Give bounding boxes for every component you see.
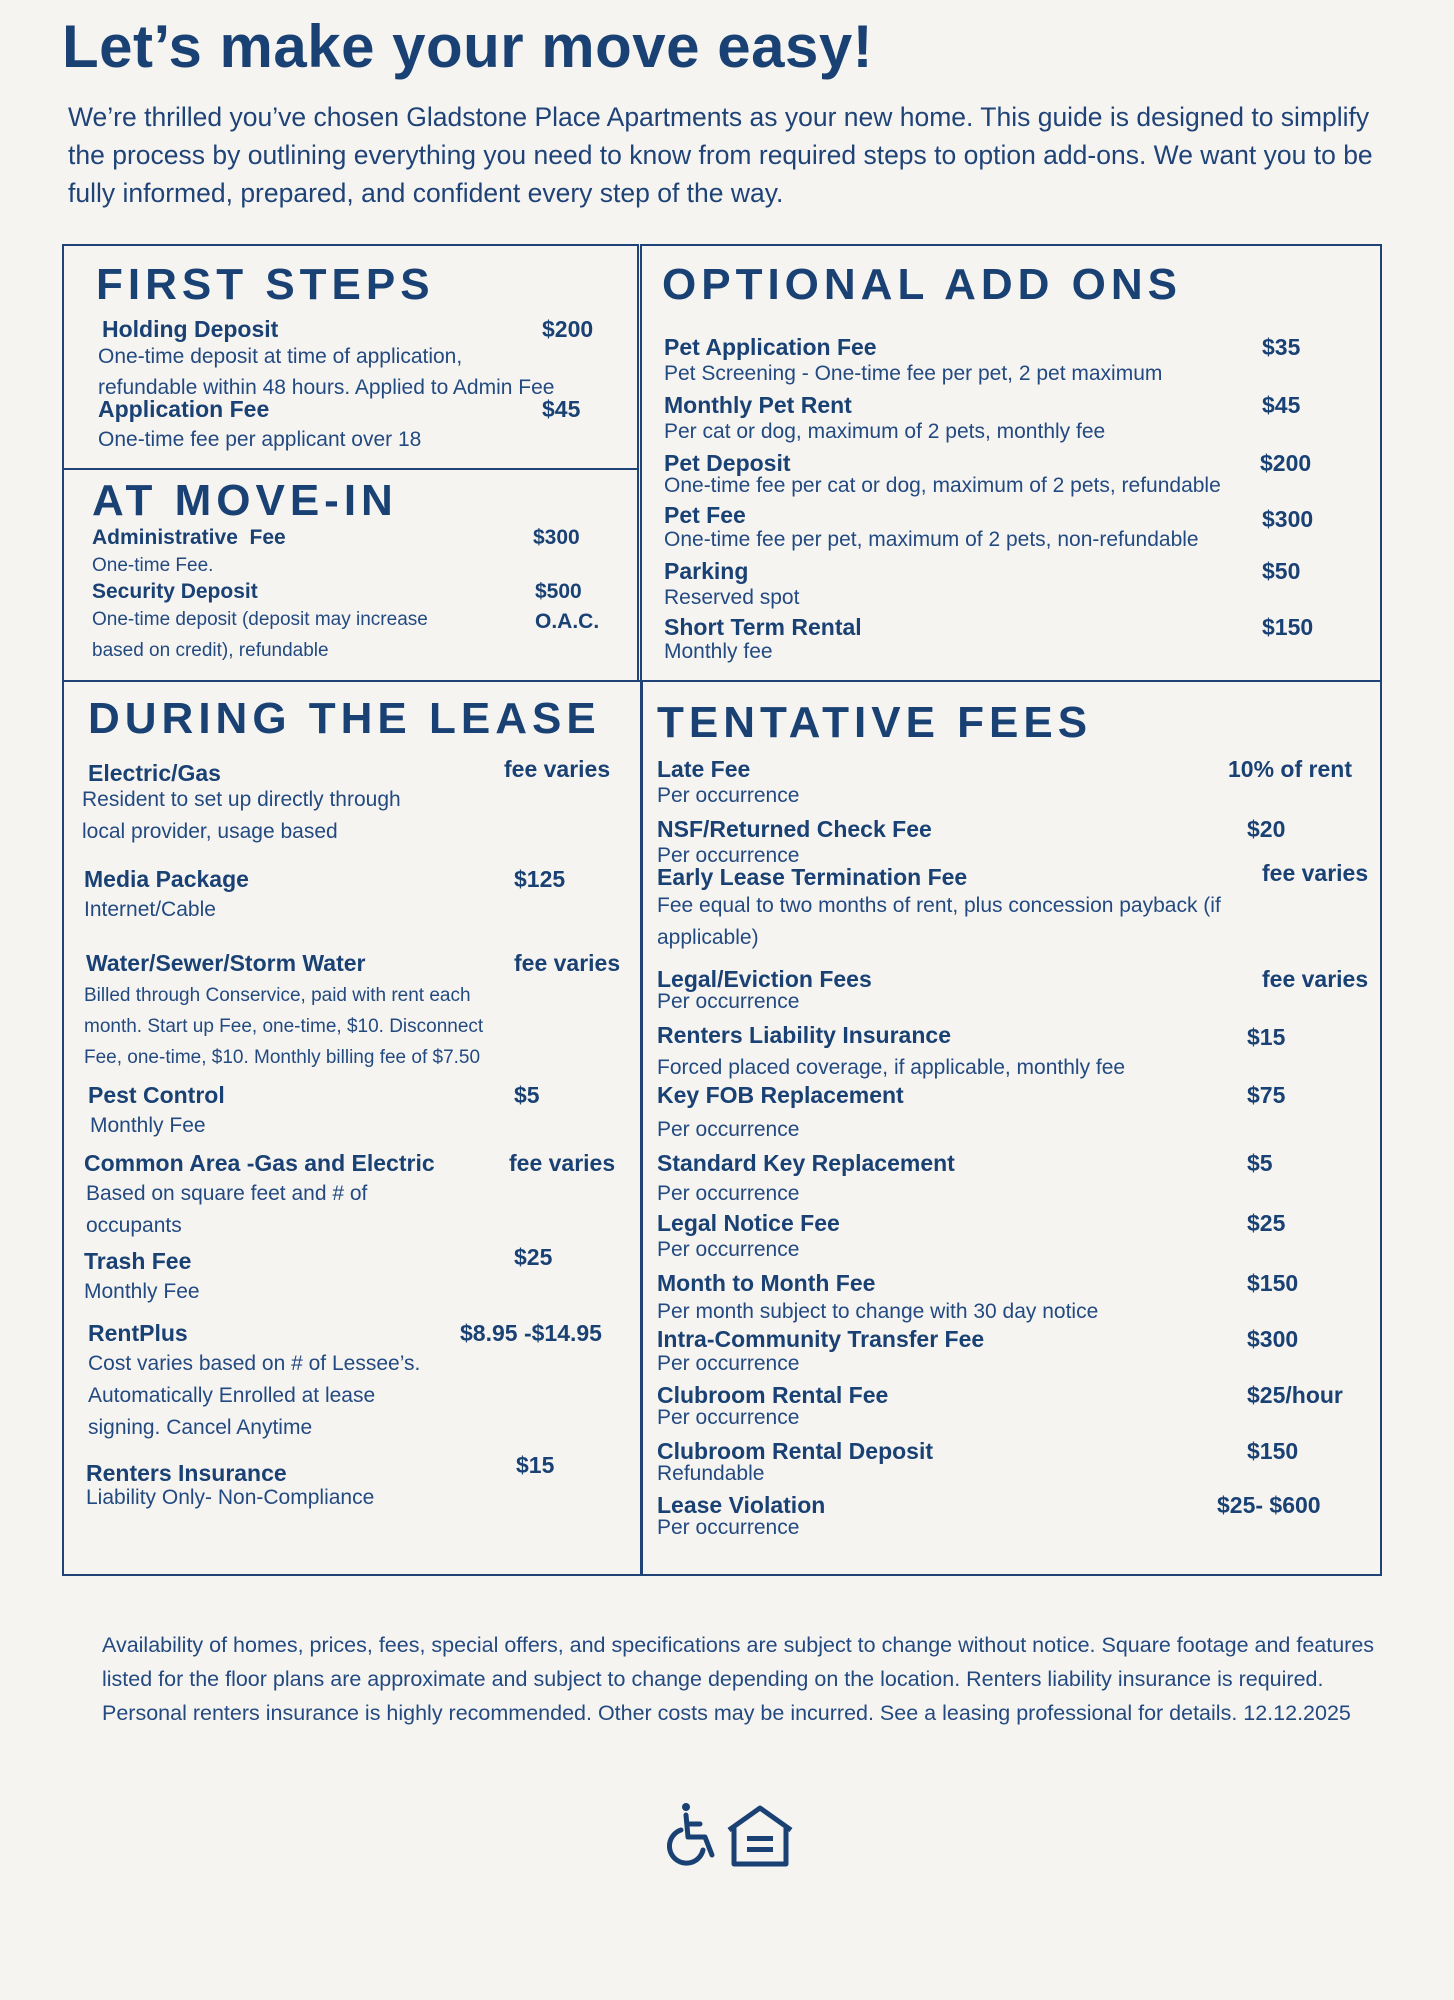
- fee-desc: Cost varies based on # of Lessee’s.: [88, 1352, 421, 1375]
- fee-price: $150: [1247, 1438, 1299, 1464]
- fee-price: $15: [1247, 1024, 1286, 1050]
- fee-name: Early Lease Termination Fee: [657, 864, 968, 890]
- during-lease-panel: [62, 680, 642, 1576]
- fee-price-qualifier: O.A.C.: [535, 610, 600, 633]
- fee-price: fee varies: [1262, 966, 1369, 992]
- fee-price: fee varies: [514, 950, 621, 976]
- disclaimer: Availability of homes, prices, fees, special offers, and specifications are subject to change without notice. Square footage and features listed for the floor plans are approximate and subject to change depending on the location. Renters liability insurance is required. Personal renters insurance is highly recommended. Other costs may be incurred. See a leasing professional for details. 12.12.2025: [102, 1633, 1375, 1725]
- fee-name: Pet Fee: [664, 502, 746, 528]
- fee-desc: Pet Screening - One-time fee per pet, 2 pet maximum: [664, 362, 1163, 385]
- fee-desc: Monthly Fee: [90, 1114, 206, 1137]
- fee-desc: local provider, usage based: [82, 820, 338, 843]
- fee-price: $5: [514, 1082, 540, 1108]
- fee-price: fee varies: [509, 1150, 616, 1176]
- fee-desc: signing. Cancel Anytime: [88, 1416, 313, 1439]
- fee-price: $300: [1262, 506, 1314, 532]
- fee-desc: Fee, one-time, $10. Monthly billing fee of $7.50: [84, 1047, 481, 1068]
- fee-name: Pet Application Fee: [664, 334, 877, 360]
- fee-price: $25: [514, 1244, 553, 1270]
- fee-price: $50: [1262, 558, 1301, 584]
- equal-housing-icon: [729, 1808, 791, 1864]
- fee-desc: Automatically Enrolled at lease: [88, 1384, 376, 1407]
- fee-price: $8.95 -$14.95: [460, 1320, 602, 1346]
- fee-name: Key FOB Replacement: [657, 1082, 904, 1108]
- during-lease-title: DURING THE LEASE: [88, 694, 601, 743]
- fee-desc: Internet/Cable: [84, 898, 216, 921]
- fee-desc: Liability Only- Non-Compliance: [86, 1486, 375, 1509]
- fee-name: Renters Liability Insurance: [657, 1022, 951, 1048]
- fee-name: Holding Deposit: [102, 316, 279, 342]
- fee-name: Parking: [664, 558, 749, 584]
- fee-desc: One-time deposit (deposit may increase: [92, 609, 428, 630]
- fee-price: $125: [514, 866, 566, 892]
- fee-desc: One-time Fee.: [92, 555, 214, 576]
- add-ons-panel: [640, 244, 1382, 682]
- fee-desc: Monthly fee: [664, 640, 773, 663]
- fee-desc: One-time fee per applicant over 18: [98, 428, 422, 451]
- fee-desc: Per occurrence: [657, 1238, 800, 1261]
- fee-name: Pet Deposit: [664, 450, 791, 476]
- fee-name: NSF/Returned Check Fee: [657, 816, 932, 842]
- fee-name: Common Area -Gas and Electric: [84, 1150, 435, 1176]
- move-in-panel: [62, 468, 639, 682]
- fee-price: $200: [542, 316, 594, 342]
- fee-name: Pest Control: [88, 1082, 225, 1108]
- fee-name: Electric/Gas: [88, 760, 221, 786]
- fee-name: Renters Insurance: [86, 1460, 287, 1486]
- fee-name: RentPlus: [88, 1320, 188, 1346]
- fee-price: 10% of rent: [1228, 756, 1352, 782]
- fee-desc: Per occurrence: [657, 1516, 800, 1539]
- fee-desc: Per occurrence: [657, 1182, 800, 1205]
- compliance-icons: [667, 1800, 797, 1875]
- fee-desc: Forced placed coverage, if applicable, monthly fee: [657, 1056, 1126, 1079]
- fee-price: fee varies: [1262, 860, 1369, 886]
- fee-desc: Per cat or dog, maximum of 2 pets, monthly fee: [664, 420, 1106, 443]
- fee-price: $35: [1262, 334, 1301, 360]
- fee-price: $300: [1247, 1326, 1299, 1352]
- fee-name: Security Deposit: [92, 580, 258, 603]
- fee-desc: month. Start up Fee, one-time, $10. Disconnect: [84, 1016, 484, 1037]
- intro-paragraph: We’re thrilled you’ve chosen Gladstone Place Apartments as your new home. This guide is designed to simplify the process by outlining everything you need to know from required steps to option add-ons. We want you to be fully informed, prepared, and confident every step of the way.: [68, 102, 1373, 208]
- fee-desc: One-time deposit at time of application,: [98, 345, 463, 368]
- tentative-fees-title: TENTATIVE FEES: [657, 698, 1093, 747]
- fee-desc: applicable): [657, 926, 759, 949]
- fee-desc: Reserved spot: [664, 586, 800, 609]
- fee-price: $75: [1247, 1082, 1286, 1108]
- fee-name: Administrative Fee: [92, 526, 286, 549]
- fee-price: $45: [542, 396, 581, 422]
- fee-name: Intra-Community Transfer Fee: [657, 1326, 985, 1352]
- fee-price: $200: [1260, 450, 1312, 476]
- accessibility-icon: [667, 1800, 797, 1870]
- fee-desc: occupants: [86, 1214, 182, 1237]
- fee-name: Legal Notice Fee: [657, 1210, 840, 1236]
- fee-desc: Per occurrence: [657, 990, 800, 1013]
- first-steps-panel: [62, 244, 639, 470]
- fee-price: $5: [1247, 1150, 1273, 1176]
- fee-desc: Resident to set up directly through: [82, 788, 401, 811]
- fee-desc: Per month subject to change with 30 day notice: [657, 1300, 1099, 1323]
- fee-name: Month to Month Fee: [657, 1270, 876, 1296]
- fee-desc: Refundable: [657, 1462, 765, 1485]
- page-title: Let’s make your move easy!: [62, 13, 874, 80]
- fee-desc: Per occurrence: [657, 1118, 800, 1141]
- fee-price: $25: [1247, 1210, 1286, 1236]
- fee-name: Late Fee: [657, 756, 751, 782]
- fee-price: $45: [1262, 392, 1301, 418]
- fee-price: $500: [535, 580, 582, 603]
- fee-name: Water/Sewer/Storm Water: [86, 950, 366, 976]
- fee-name: Clubroom Rental Fee: [657, 1382, 889, 1408]
- add-ons-title: OPTIONAL ADD ONS: [662, 260, 1183, 309]
- fee-name: Monthly Pet Rent: [664, 392, 852, 418]
- fee-desc: Billed through Conservice, paid with rent each: [84, 985, 471, 1006]
- fee-desc: Per occurrence: [657, 844, 800, 867]
- fee-price: $25- $600: [1217, 1492, 1321, 1518]
- fee-desc: One-time fee per pet, maximum of 2 pets, non-refundable: [664, 528, 1199, 551]
- fee-name: Short Term Rental: [664, 614, 862, 640]
- fee-name: Lease Violation: [657, 1492, 826, 1518]
- fee-desc: Per occurrence: [657, 1352, 800, 1375]
- fee-desc: Based on square feet and # of: [86, 1182, 368, 1205]
- fee-price: $150: [1262, 614, 1314, 640]
- fee-price: $15: [516, 1452, 555, 1478]
- fee-name: Application Fee: [98, 396, 270, 422]
- fee-price: fee varies: [504, 756, 611, 782]
- fee-price: $150: [1247, 1270, 1299, 1296]
- fee-desc: Fee equal to two months of rent, plus concession payback (if: [657, 894, 1221, 917]
- fee-price: $20: [1247, 816, 1286, 842]
- fee-desc: refundable within 48 hours. Applied to Admin Fee: [98, 376, 555, 399]
- fee-desc: Per occurrence: [657, 784, 800, 807]
- tentative-fees-panel: [641, 680, 1382, 1576]
- fee-price: $25/hour: [1247, 1382, 1343, 1408]
- fee-name: Media Package: [84, 866, 249, 892]
- first-steps-title: FIRST STEPS: [96, 260, 435, 309]
- fee-desc: One-time fee per cat or dog, maximum of 2 pets, refundable: [664, 474, 1221, 497]
- fee-desc: based on credit), refundable: [92, 640, 329, 661]
- move-in-title: AT MOVE-IN: [92, 476, 398, 525]
- fee-desc: Monthly Fee: [84, 1280, 200, 1303]
- fee-name: Clubroom Rental Deposit: [657, 1438, 934, 1464]
- fee-name: Legal/Eviction Fees: [657, 966, 872, 992]
- fee-name: Trash Fee: [84, 1248, 192, 1274]
- fee-name: Standard Key Replacement: [657, 1150, 955, 1176]
- fee-price: $300: [533, 526, 580, 549]
- fee-desc: Per occurrence: [657, 1406, 800, 1429]
